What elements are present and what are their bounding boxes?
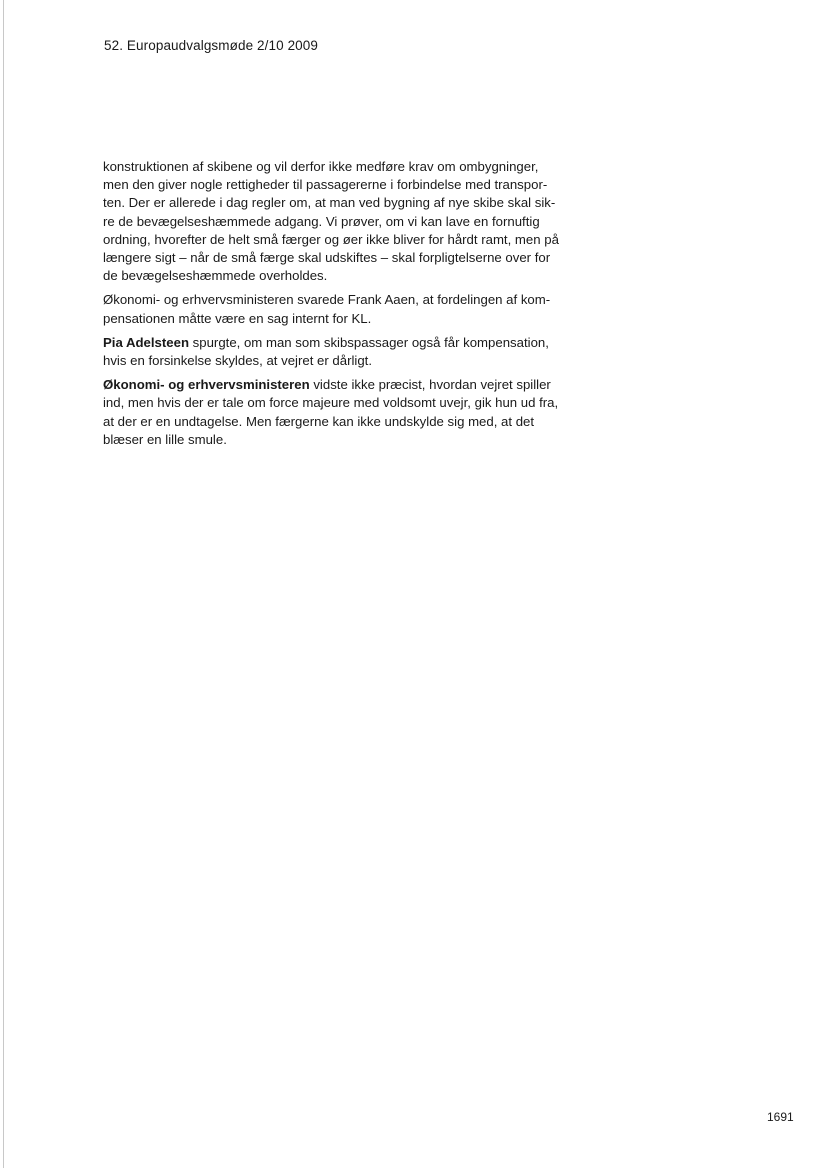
paragraph-minister-weather-reply: [103, 376, 583, 449]
text-line: konstruktionen af skibene og vil derfor ikke medføre krav om ombygninger,: [103, 159, 539, 174]
text-line: længere sigt – når de små færge skal udskiftes – skal forpligtelserne over for: [103, 250, 551, 266]
text-fragment: vidste ikke præcist, hvordan vejret spiller: [309, 377, 551, 393]
text-line: ind, men hvis der er tale om force majeure med voldsomt uvejr, gik hun ud fra,: [103, 395, 559, 411]
text-line: men den giver nogle rettigheder til passagererne i forbindelse med transpor-: [103, 177, 548, 193]
text-line: re de bevægelseshæmmede adgang. Vi prøver, om vi kan lave en fornuftig: [103, 213, 540, 229]
page-number: 1691: [767, 1110, 794, 1124]
text-line: ten. Der er allerede i dag regler om, at man ved bygning af nye skibe skal sik-: [103, 195, 556, 211]
paragraph-adelsteen-question: [103, 334, 583, 370]
text-fragment: spurgte, om man som skibspassager også får kompensation,: [189, 334, 549, 350]
text-line: Økonomi- og erhvervsministeren svarede Frank Aaen, at fordelingen af kom-: [103, 292, 551, 308]
text-line: ordning, hvorefter de helt små færger og øer ikke bliver for hårdt ramt, men på: [103, 231, 559, 247]
text-line: de bevægelseshæmmede overholdes.: [103, 268, 328, 284]
scan-edge-line: [3, 0, 4, 1168]
speaker-name: Pia Adelsteen: [103, 334, 189, 350]
speaker-name: Økonomi- og erhvervsministeren: [103, 377, 310, 393]
body-text: [103, 158, 583, 455]
paragraph-ferry-construction: [103, 158, 583, 285]
paragraph-minister-reply-aaen: [103, 291, 583, 327]
text-line: at der er en undtagelse. Men færgerne kan ikke undskylde sig med, at det: [103, 413, 535, 429]
text-line: [103, 376, 583, 394]
text-line: blæser en lille smule.: [103, 431, 227, 447]
text-line: [103, 334, 583, 352]
running-header: 52. Europaudvalgsmøde 2/10 2009: [104, 38, 318, 53]
text-line: hvis en forsinkelse skyldes, at vejret er dårligt.: [103, 353, 372, 369]
text-line: pensationen måtte være en sag internt for KL.: [103, 310, 372, 326]
